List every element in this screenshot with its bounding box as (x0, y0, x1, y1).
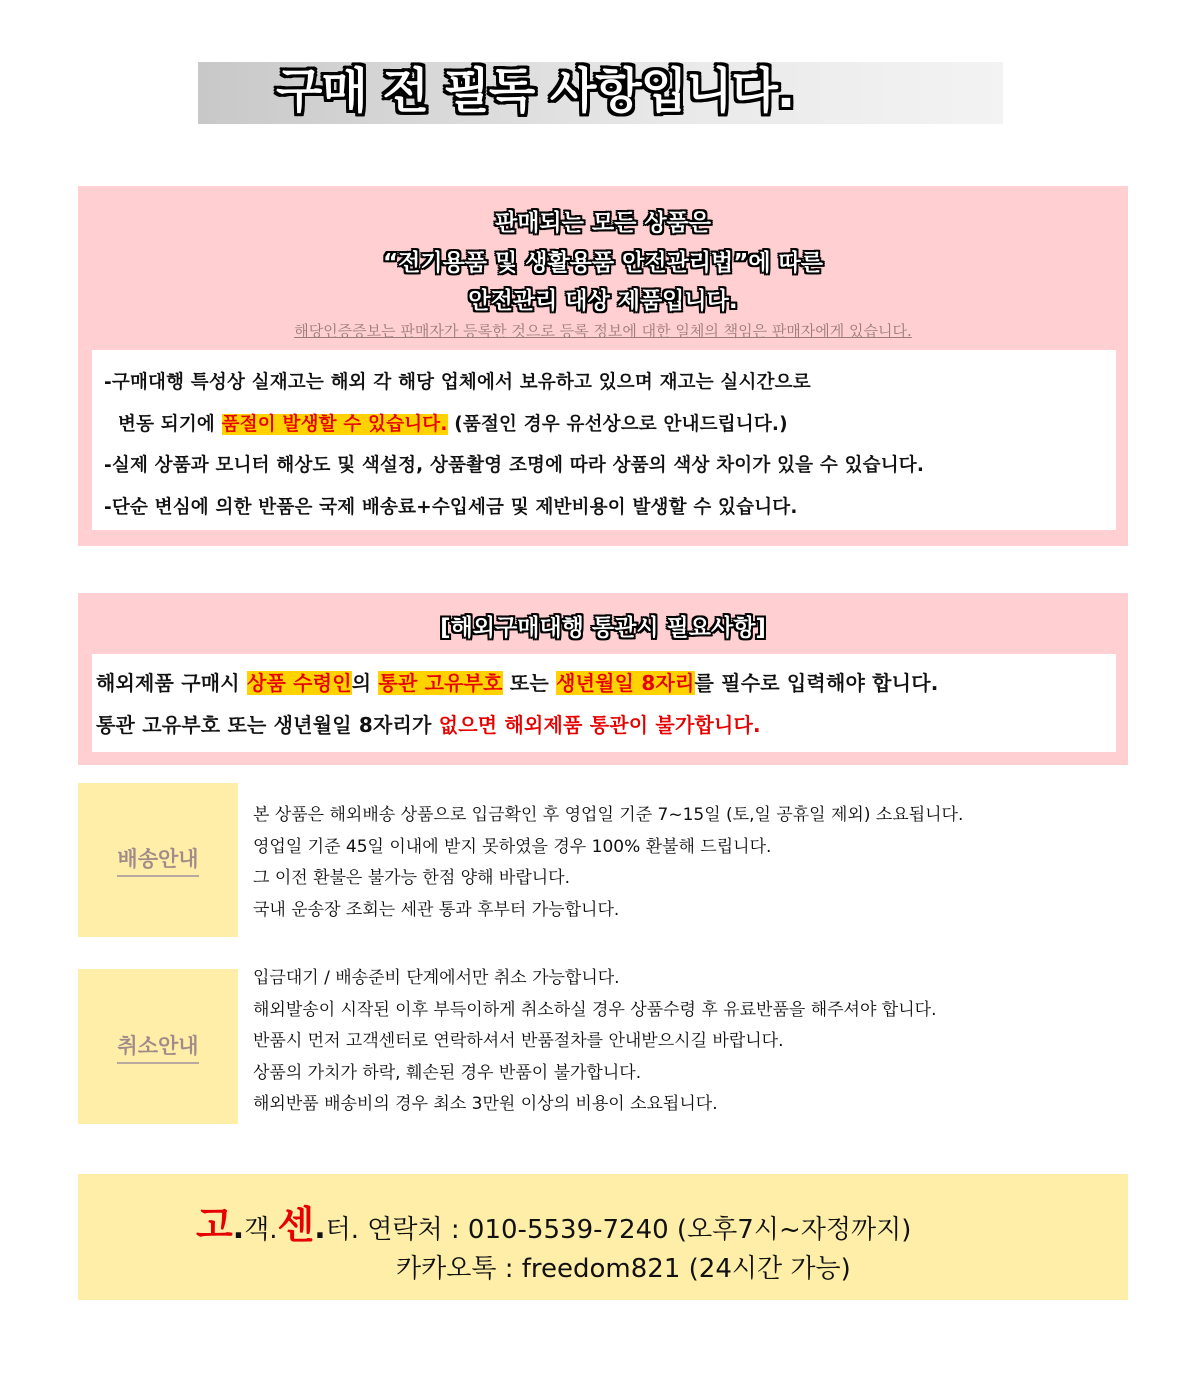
safety-heading-line-3: 안전관리 대상 제품입니다. (468, 288, 738, 314)
safety-heading-line-2: “전기용품 및 생활용품 안전관리법”에 따른 (383, 250, 823, 276)
shipping-line: 그 이전 환불은 불가능 한점 양해 바랍니다. (253, 868, 571, 888)
separator-dot: . (314, 1211, 326, 1246)
customs-line-1-text: 해외제품 구매시 (96, 671, 247, 695)
shipping-line: 영업일 기준 45일 이내에 받지 못하였을 경우 100% 환불해 드립니다. (253, 836, 772, 857)
kakaotalk-contact: 카카오톡 : freedom821 (24시간 가능) (396, 1254, 851, 1284)
customer-center-char-3: 센 (277, 1203, 315, 1247)
cancel-line: 입금대기 / 배송준비 단계에서만 취소 가능합니다. (253, 968, 620, 988)
note-return-cost: -단순 변심에 의한 반품은 국제 배송료+수입세금 및 제반비용이 발생할 수 있습니다. (104, 497, 798, 518)
cancel-line: 반품시 먼저 고객센터로 연락하셔서 반품절차를 안내받으시길 바랍니다. (253, 1031, 784, 1051)
customs-line-1-text: 또는 (502, 671, 557, 695)
safety-notice-panel (78, 186, 1128, 546)
customer-center-phone (196, 1194, 911, 1249)
customer-center-char-1: 고 (196, 1203, 233, 1247)
customer-center-panel (78, 1174, 1128, 1300)
recipient-highlight: 상품 수령인 (246, 671, 352, 695)
separator-dot: . (269, 1215, 278, 1245)
soldout-warning-highlight: 품절이 발생할 수 있습니다. (221, 414, 448, 435)
shipping-line: 국내 운송장 조회는 세관 통과 후부터 가능합니다. (253, 899, 620, 920)
shipping-label: 배송안내 (117, 843, 198, 877)
customs-code-highlight: 통관 고유부호 (378, 671, 503, 695)
note-color-difference: -실제 상품과 모니터 해상도 및 색설정, 상품촬영 조명에 따라 상품의 색상 차이가 있을 수 있습니다. (104, 455, 925, 476)
customs-line-1-text: 의 (351, 671, 379, 695)
note-stock-post: (품절인 경우 유선상으로 안내드립니다.) (447, 414, 788, 435)
cancel-label: 취소안내 (117, 1030, 198, 1064)
note-stock-pre: 변동 되기에 (118, 414, 222, 435)
customs-requirements-box (92, 654, 1116, 752)
customer-center-char-4: 터 (325, 1215, 351, 1245)
cancel-line: 해외반품 배송비의 경우 최소 3만원 이상의 비용이 소요됩니다. (253, 1094, 718, 1114)
phone-number-text: 연락처 : 010-5539-7240 (오후7시~자정까지) (359, 1215, 912, 1245)
customs-line-1 (96, 670, 939, 696)
cancel-line: 상품의 가치가 하락, 훼손된 경우 반품이 불가합니다. (253, 1062, 642, 1083)
certification-disclaimer: 해당인증증보는 판매자가 등록한 것으로 등록 정보에 대한 일체의 책임은 판매자에게 있습니다. (294, 322, 912, 340)
safety-heading-line-1: 판매되는 모든 상품은 (495, 210, 711, 236)
cancel-line: 해외발송이 시작된 이후 부득이하게 취소하실 경우 상품수령 후 유료반품을 해주셔야 합니다. (253, 999, 937, 1020)
customs-warning-red: 없으면 해외제품 통관이 불가합니다. (438, 713, 761, 737)
purchase-notes-box (92, 350, 1116, 530)
cancel-info (253, 963, 936, 1121)
separator-dot: . (350, 1215, 360, 1245)
birthdate-highlight: 생년월일 8자리 (556, 671, 695, 695)
cancel-label-box (78, 969, 238, 1124)
customer-center-char-2: 객 (244, 1215, 270, 1245)
customs-line-2-text: 통관 고유부호 또는 생년월일 8자리가 (96, 713, 439, 737)
separator-dot: . (232, 1211, 245, 1246)
customs-line-1-text: 를 필수로 입력해야 합니다. (694, 671, 939, 695)
shipping-info (253, 800, 963, 926)
shipping-label-box (78, 783, 238, 937)
customs-title: [해외구매대행 통관시 필요사항] (440, 615, 766, 641)
page-title: 구매 전 필독 사항입니다. (276, 63, 795, 119)
shipping-line: 본 상품은 해외배송 상품으로 입금확인 후 영업일 기준 7~15일 (토,일 공휴일 제외) 소요됩니다. (253, 805, 964, 825)
note-stock-continued (118, 412, 788, 438)
customs-line-2 (96, 712, 761, 738)
note-stock: -구매대행 특성상 실재고는 해외 각 해당 업체에서 보유하고 있으며 재고는 실시간으로 (104, 372, 811, 393)
